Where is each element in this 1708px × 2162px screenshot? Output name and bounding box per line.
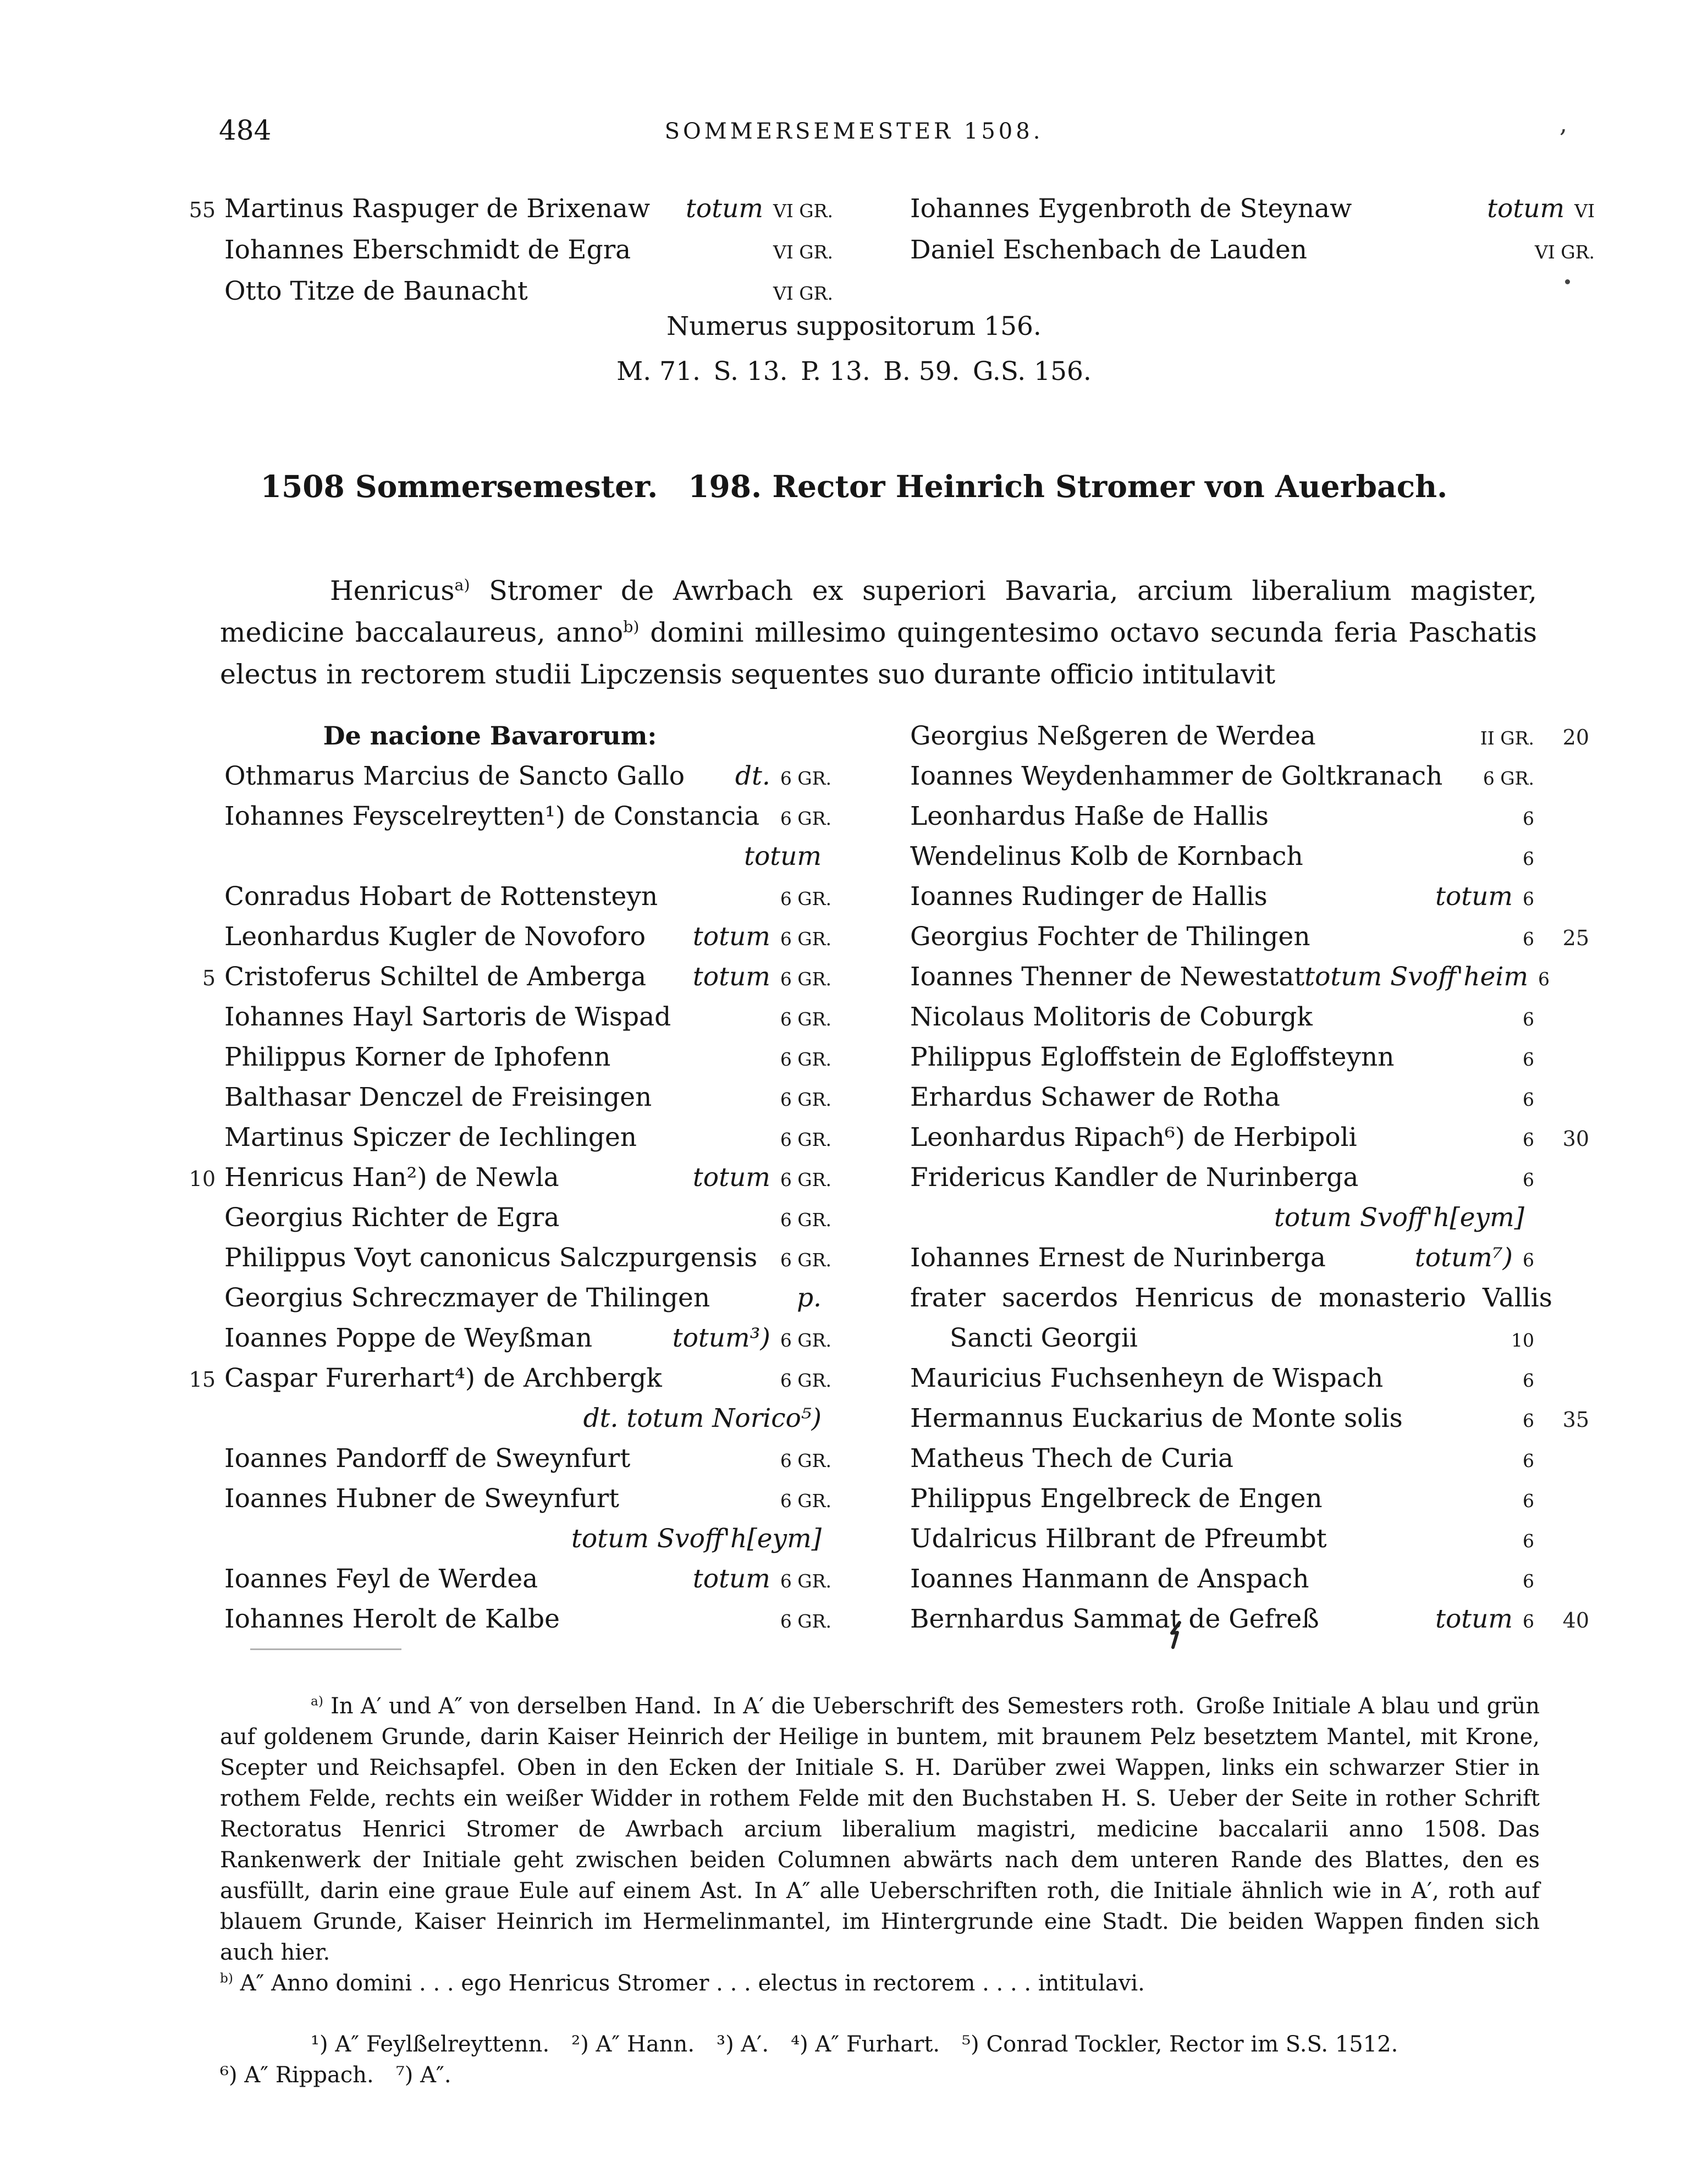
student-name: Leonhardus Kugler de Novoforo	[224, 922, 646, 952]
student-name: Georgius Richter de Egra	[224, 1203, 560, 1233]
student-name: Henricus Han²) de Newla	[224, 1162, 559, 1193]
footnote-numbered-2: ⁶) A″ Rippach. ⁷) A″.	[220, 2062, 451, 2088]
student-name: Philippus Voyt canonicus Salczpurgensis	[224, 1243, 758, 1273]
list-row	[910, 1519, 1589, 1559]
fee-amount: 6	[1523, 922, 1534, 952]
list-row	[910, 1198, 1589, 1238]
fee-amount: 6 gr.	[780, 1122, 831, 1152]
list-row	[910, 756, 1589, 796]
student-name: Iohannes Eberschmidt de Egra	[224, 235, 631, 265]
student-name: Leonhardus Haße de Hallis	[910, 801, 1269, 831]
fee-note: totum³)	[672, 1323, 770, 1353]
student-name: Othmarus Marcius de Sancto Gallo	[224, 761, 685, 791]
fee-note: totum	[1435, 881, 1513, 912]
fee-amount: 6 gr.	[780, 1042, 831, 1072]
list-row	[181, 917, 831, 957]
right-rows	[910, 716, 1589, 1639]
line-number: 40	[1562, 1608, 1589, 1632]
list-row	[910, 1358, 1589, 1398]
line-number: 30	[1562, 1127, 1589, 1151]
fee-amount: 6	[1523, 1243, 1534, 1273]
footnote-b-marker: b)	[220, 1971, 233, 1986]
list-row	[910, 836, 1589, 876]
list-row	[910, 876, 1589, 917]
intro-text: Stromer de Awrbach ex superiori Bavaria, arcium liberalium magister, medicine baccalaureus, anno	[220, 575, 1537, 648]
fee-amount: 6	[1523, 1604, 1534, 1634]
student-name: Iohannes Herolt de Kalbe	[224, 1604, 560, 1634]
student-name: Philippus Korner de Iphofenn	[224, 1042, 611, 1072]
ornament-mark	[1169, 1621, 1184, 1652]
list-row	[910, 1599, 1589, 1639]
summary-line: M. 71. S. 13. P. 13. B. 59. G.S. 156.	[616, 356, 1092, 387]
student-name: Erhardus Schawer de Rotha	[910, 1082, 1280, 1112]
list-row	[910, 1117, 1589, 1157]
student-name: Sancti Georgii	[950, 1323, 1138, 1353]
student-name: Mauricius Fuchsenheyn de Wispach	[910, 1363, 1384, 1393]
student-name: Ioannes Rudinger de Hallis	[910, 881, 1268, 912]
fee-note: totum Svoff'h[eym]	[1274, 1203, 1524, 1233]
fee-row	[910, 229, 1595, 271]
list-row	[181, 997, 831, 1037]
list-row	[181, 188, 833, 229]
line-number: 35	[1562, 1408, 1589, 1432]
fee-amount: 6 gr.	[780, 1604, 831, 1634]
fee-amount: 6	[1523, 801, 1534, 831]
fee-note: totum	[692, 962, 770, 992]
fee-row	[910, 188, 1595, 229]
fee-amount: 6 gr.	[780, 1323, 831, 1353]
fee-amount: 6 gr.	[780, 1203, 831, 1233]
student-name: Daniel Eschenbach de Lauden	[910, 235, 1308, 265]
student-name: Ioannes Weydenhammer de Goltkranach	[910, 761, 1443, 791]
student-name: Georgius Fochter de Thilingen	[910, 922, 1310, 952]
top-fee-list-left	[181, 188, 833, 312]
list-row	[181, 1278, 831, 1318]
student-name: Ioannes Poppe de Weyßman	[224, 1323, 593, 1353]
fee-note: totum	[686, 194, 763, 224]
student-name: Ioannes Feyl de Werdea	[224, 1564, 538, 1594]
list-row	[910, 1479, 1589, 1519]
footnote-a	[220, 1691, 1540, 1968]
fee-note: totum	[744, 841, 822, 872]
column-right	[910, 716, 1589, 1639]
fee-note: totum	[1487, 194, 1565, 224]
squiggle-icon	[1169, 1621, 1184, 1650]
scan-artifact-comma: ,	[1560, 110, 1567, 138]
student-name: Iohannes Eygenbroth de Steynaw	[910, 194, 1352, 224]
list-row	[910, 1077, 1589, 1117]
student-name: Ioannes Hubner de Sweynfurt	[224, 1483, 620, 1514]
list-row	[181, 1117, 831, 1157]
fee-note: totum Svoff'heim	[1304, 962, 1529, 992]
list-row	[181, 1398, 831, 1438]
footnote-b-text: A″ Anno domini . . . ego Henricus Stromer . . . electus in rectorem . . . . intitulavi.	[233, 1971, 1145, 1996]
line-number: 5	[202, 966, 216, 990]
fee-amount: 6	[1523, 1483, 1534, 1514]
fee-amount: 6	[1523, 1524, 1534, 1554]
student-name: Conradus Hobart de Rottensteyn	[224, 881, 658, 912]
list-row	[181, 1238, 831, 1278]
list-row	[910, 957, 1589, 997]
student-name: Caspar Furerhart⁴) de Archbergk	[224, 1363, 662, 1393]
list-row	[910, 1318, 1589, 1358]
scan-artifact-dot	[1565, 279, 1570, 284]
fee-amount: 6 gr.	[780, 1443, 831, 1474]
fee-amount: 6	[1523, 1363, 1534, 1393]
fee-amount: 6	[1523, 1564, 1534, 1594]
fee-amount: VI gr.	[773, 194, 833, 224]
fee-note: totum	[1435, 1604, 1513, 1634]
intro-text: Henricus	[330, 575, 455, 606]
list-row	[181, 756, 831, 796]
fee-amount: 6	[1523, 1443, 1534, 1474]
list-row	[910, 1037, 1589, 1077]
student-name: Martinus Raspuger de Brixenaw	[224, 194, 651, 224]
list-row	[910, 796, 1589, 836]
list-row	[181, 1358, 831, 1398]
fee-note: dt.	[735, 761, 770, 791]
left-rows	[181, 756, 831, 1639]
line-number: 55	[189, 198, 216, 222]
student-name: Philippus Egloffstein de Egloffsteynn	[910, 1042, 1395, 1072]
fee-amount: VI	[1574, 194, 1595, 224]
list-row	[181, 1077, 831, 1117]
footnote-numbered-1: ¹) A″ Feylßelreyttenn. ²) A″ Hann. ³) A′. ⁴) A″ Furhart. ⁵) Conrad Tockler, Rector im S.S. 1512.	[311, 2032, 1398, 2057]
list-row	[181, 1198, 831, 1238]
student-name: Fridericus Kandler de Nurinberga	[910, 1162, 1359, 1193]
fee-amount: 6	[1538, 962, 1550, 992]
fee-amount: 6	[1523, 1122, 1534, 1152]
student-name: Iohannes Feyscelreytten¹) de Constancia	[224, 801, 760, 831]
fee-amount: 6 gr.	[780, 1082, 831, 1112]
column-left	[181, 716, 831, 1639]
top-fee-list-right	[910, 188, 1595, 271]
fee-amount: 6	[1523, 881, 1534, 912]
line-number: 20	[1562, 725, 1589, 749]
footnote-a-marker: a)	[311, 1694, 323, 1709]
fee-note: p.	[796, 1283, 822, 1313]
student-name: Matheus Thech de Curia	[910, 1443, 1234, 1474]
fee-amount: 6 gr.	[1483, 761, 1534, 791]
fee-amount: 6	[1523, 1082, 1534, 1112]
fee-amount: 6	[1523, 1002, 1534, 1032]
student-name: Georgius Neßgeren de Werdea	[910, 721, 1316, 751]
fee-amount: 6 gr.	[780, 1002, 831, 1032]
student-name: Georgius Schreczmayer de Thilingen	[224, 1283, 710, 1313]
fee-amount: 6 gr.	[780, 1363, 831, 1393]
student-name: Ioannes Thenner de Newestat	[910, 962, 1305, 992]
list-row	[910, 1398, 1589, 1438]
student-name: Udalricus Hilbrant de Pfreumbt	[910, 1524, 1327, 1554]
student-name: Wendelinus Kolb de Kornbach	[910, 841, 1303, 872]
footnote-b	[220, 1968, 1540, 1999]
line-number: 25	[1562, 926, 1589, 950]
fee-amount: 6 gr.	[780, 962, 831, 992]
list-row	[910, 1238, 1589, 1278]
fee-note: totum	[692, 922, 770, 952]
list-row	[181, 1037, 831, 1077]
list-row	[910, 997, 1589, 1037]
numerus-line: Numerus suppositorum 156.	[666, 311, 1042, 341]
intro-text: domini millesimo quingentesimo octavo secunda feria Paschatis electus in rectorem studii Lipczensis sequentes suo durante officio intitulavit	[220, 617, 1537, 690]
fee-amount: 6	[1523, 841, 1534, 872]
list-row	[181, 1519, 831, 1559]
list-row	[181, 1599, 831, 1639]
column-heading: De nacione Bavarorum:	[323, 721, 657, 751]
fee-amount: 6	[1523, 1403, 1534, 1433]
list-row	[181, 1438, 831, 1479]
page-number: 484	[219, 114, 272, 146]
fee-note: totum Svoff'h[eym]	[571, 1524, 822, 1554]
intro-paragraph	[220, 570, 1537, 696]
fee-amount: 6 gr.	[780, 881, 831, 912]
list-row	[910, 1559, 1589, 1599]
list-row	[181, 229, 833, 271]
list-row	[910, 1278, 1589, 1318]
footnote-marker-b: b)	[623, 617, 640, 636]
student-name: Bernhardus Sammat de Gefreß	[910, 1604, 1319, 1634]
student-name: Iohannes Ernest de Nurinberga	[910, 1243, 1326, 1273]
student-name: Ioannes Pandorff de Sweynfurt	[224, 1443, 631, 1474]
fee-amount: 10	[1511, 1323, 1534, 1353]
fee-note: totum	[692, 1564, 770, 1594]
student-name: Martinus Spiczer de Iechlingen	[224, 1122, 637, 1152]
fee-amount: 6 gr.	[780, 761, 831, 791]
footnote-marker-a: a)	[454, 576, 470, 594]
fee-amount: 6 gr.	[780, 922, 831, 952]
footnote-a-text: In A′ und A″ von derselben Hand. In A′ die Ueberschrift des Semesters roth. Große Initiale A blau und grün auf goldenem Grunde, darin Kaiser Heinrich der Heilige in buntem, mit braunem Pelz besetztem Mantel, mit Krone, Scepter und Reichsapfel. Oben in den Ecken der Initiale S. H. Darüber zwei Wappen, links ein schwarzer Stier in rothem Felde, rechts ein weißer Widder in rothem Felde mit den Buchstaben H. S. Ueber der Seite in rother Schrift Rectoratus Henrici Stromer de Awrbach arcium liberalium magistri, medicine baccalarii anno 1508. Das Rankenwerk der Initiale geht zwischen beiden Columnen abwärts nach dem unteren Rande des Blattes, den es ausfüllt, darin eine graue Eule auf einem Ast. In A″ alle Ueberschriften roth, die Initiale ähnlich wie in A′, roth auf blauem Grunde, Kaiser Heinrich im Hermelinmantel, im Hintergrunde eine Stadt. Die beiden Wappen finden sich auch hier.	[220, 1694, 1540, 1965]
footnote-separator	[250, 1648, 401, 1650]
fee-amount: 6 gr.	[780, 1162, 831, 1193]
list-row	[910, 1438, 1589, 1479]
fee-amount: II gr.	[1480, 721, 1534, 751]
fee-amount: VI gr.	[1534, 235, 1595, 265]
list-row	[910, 716, 1589, 756]
fee-note: totum⁷)	[1414, 1243, 1513, 1273]
list-row	[181, 957, 831, 997]
list-row	[181, 876, 831, 917]
student-name: Leonhardus Ripach⁶) de Herbipoli	[910, 1122, 1357, 1152]
line-number: 15	[189, 1367, 216, 1392]
list-row	[181, 1479, 831, 1519]
student-name: Nicolaus Molitoris de Coburgk	[910, 1002, 1313, 1032]
student-name: Ioannes Hanmann de Anspach	[910, 1564, 1309, 1594]
fee-amount: 6	[1523, 1042, 1534, 1072]
section-title: 1508 Sommersemester. 198. Rector Heinrich Stromer von Auerbach.	[260, 468, 1448, 504]
list-row	[181, 1318, 831, 1358]
fee-amount: 6 gr.	[780, 1564, 831, 1594]
list-row	[181, 796, 831, 836]
student-name: Philippus Engelbreck de Engen	[910, 1483, 1323, 1514]
list-row	[910, 1157, 1589, 1198]
student-name: frater sacerdos Henricus de monasterio Vallis	[910, 1283, 1552, 1313]
fee-amount: 6 gr.	[780, 1483, 831, 1514]
student-name: Iohannes Hayl Sartoris de Wispad	[224, 1002, 671, 1032]
list-row	[910, 917, 1589, 957]
fee-note: dt. totum Norico⁵)	[583, 1403, 822, 1433]
fee-amount: VI gr.	[773, 276, 833, 306]
fee-note: totum	[692, 1162, 770, 1193]
fee-amount: 6 gr.	[780, 801, 831, 831]
list-row	[181, 836, 831, 876]
footnotes	[220, 1691, 1540, 2091]
list-row	[181, 1559, 831, 1599]
list-row	[181, 1157, 831, 1198]
list-row	[181, 271, 833, 312]
running-header: SOMMERSEMESTER 1508.	[664, 119, 1044, 144]
student-name: Hermannus Euckarius de Monte solis	[910, 1403, 1403, 1433]
student-name: Cristoferus Schiltel de Amberga	[224, 962, 647, 992]
fee-amount: 6 gr.	[780, 1243, 831, 1273]
fee-amount: 6	[1523, 1162, 1534, 1193]
student-name: Otto Titze de Baunacht	[224, 276, 528, 306]
line-number: 10	[189, 1167, 216, 1191]
student-name: Balthasar Denczel de Freisingen	[224, 1082, 652, 1112]
fee-amount: VI gr.	[773, 235, 833, 265]
